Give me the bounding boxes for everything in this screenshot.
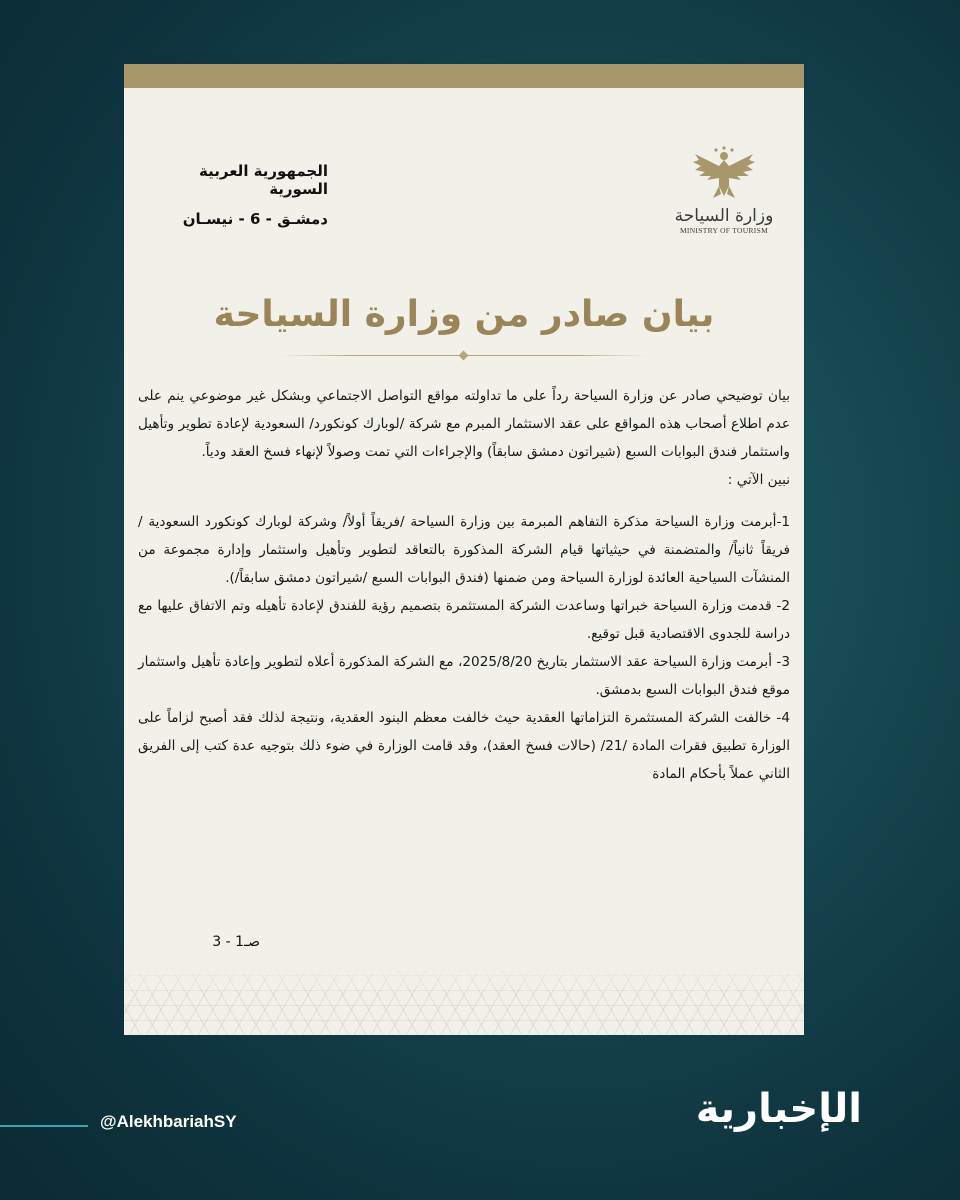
document-header: [148, 162, 328, 228]
title-divider: [280, 355, 648, 356]
ministry-name-arabic: وزارة السياحة: [674, 206, 774, 226]
channel-logo: الإخبارية: [695, 1086, 862, 1132]
date-line: دمشـق - 6 - نيسـان: [182, 210, 328, 228]
statement-body: [138, 382, 790, 788]
social-handle[interactable]: @AlekhbariahSY: [100, 1112, 237, 1131]
intro-conclusion: نبين الآتي :: [727, 472, 790, 488]
list-item: 4- خالفت الشركة المستثمرة التزاماتها العقدية حيث خالفت معظم البنود العقدية، ونتيجة لذلك فقد أصبح لزاماً على الوزارة تطبيق فقرات المادة /21/ (حالات فسخ العقد)، وقد قامت الوزارة في ضوء ذلك بتوجيه عدة كتب إلى الفريق الثاني عملاً بأحكام المادة: [138, 710, 790, 782]
gold-top-bar: [124, 64, 804, 88]
list-item: 1-أبرمت وزارة السياحة مذكرة التفاهم المبرمة بين وزارة السياحة /فريقاً أولاً/ وشركة لوبارك كونكورد السعودية /فريقاً ثانياً/ والمتضمنة في حيثياتها قيام الشركة المذكورة بالتعاقد لتطوير وتأهيل واستثمار وإدارة مجموعة من المنشآت السياحية العائدة لوزارة السياحة ومن ضمنها (فندق البوابات السبع /شيراتون دمشق سابقاً/).: [138, 514, 790, 586]
intro-paragraph: بيان توضيحي صادر عن وزارة السياحة رداً على ما تداولته مواقع التواصل الاجتماعي وبشكل غير موضوعي ينم على عدم اطلاع أصحاب هذه المواقع على عقد الاستثمار المبرم مع شركة /لوبارك كونكورد/ السعودية لإعادة تطوير وتأهيل واستثمار فندق البوابات السبع (شيراتون دمشق سابقاً) والإجراءات التي تمت وصولاً لإنهاء فسخ العقد ودياً.: [138, 388, 790, 460]
page-number: صـ1 - 3: [212, 934, 260, 950]
republic-name: الجمهورية العربية السورية: [199, 162, 328, 198]
ministry-logo: [664, 146, 784, 235]
eagle-emblem-icon: [689, 146, 759, 204]
decorative-pattern: [124, 963, 804, 1035]
statement-document: [124, 64, 804, 1035]
document-title: بيان صادر من وزارة السياحة: [213, 294, 715, 335]
ministry-name-english: MINISTRY OF TOURISM: [679, 226, 769, 235]
list-item: 2- قدمت وزارة السياحة خبراتها وساعدت الشركة المستثمرة بتصميم رؤية للفندق لإعادة تأهيله وتم الاتفاق عليها مع دراسة للجدوى الاقتصادية قبل توقيع.: [138, 598, 790, 642]
list-item: 3- أبرمت وزارة السياحة عقد الاستثمار بتاريخ 2025/8/20، مع الشركة المذكورة أعلاه لتطوير وإعادة تأهيل واستثمار موقع فندق البوابات السبع بدمشق.: [138, 654, 790, 698]
footer-accent-line: [0, 1125, 88, 1127]
